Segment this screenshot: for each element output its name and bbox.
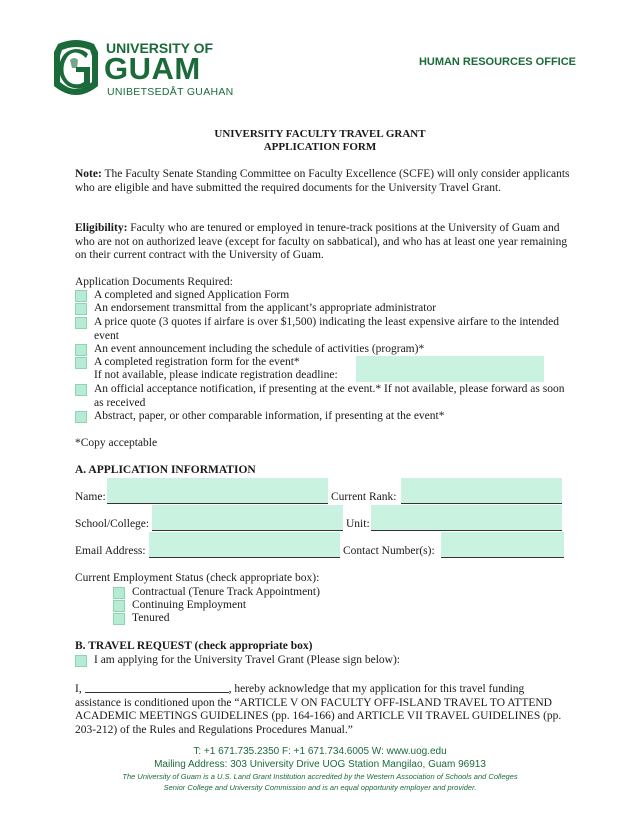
employment-option-label: Tenured	[132, 612, 170, 624]
footer-accreditation: The University of Guam is a U.S. Land Grant Institution accredited by the Western Association of Schools and Colleges	[122, 772, 518, 781]
doc-item-label: An event announcement including the schedule of activities (program)*	[94, 343, 425, 355]
doc-checkbox[interactable]	[75, 384, 87, 396]
doc-checkbox[interactable]	[75, 411, 87, 423]
employment-option-label: Contractual (Tenure Track Appointment)	[132, 586, 320, 598]
logo-text-guam: GUAM	[104, 51, 201, 86]
acknowledgement-paragraph	[75, 681, 570, 737]
note-label: Note:	[75, 168, 102, 180]
footer-commission: Senior College and University Commission and is an equal opportunity employer and provider.	[163, 783, 477, 792]
logo-text-unibetsedat: UNIBETSEDÅT GUAHAN	[107, 86, 234, 98]
employment-option-label: Continuing Employment	[132, 599, 247, 611]
contact-label: Contact Number(s):	[343, 545, 435, 557]
eligibility-paragraph	[75, 222, 570, 263]
travel-option-label: I am applying for the University Travel Grant (Please sign below):	[94, 654, 400, 666]
doc-checkbox[interactable]	[75, 357, 87, 369]
eligibility-text: Faculty who are tenured or employed in tenure-track positions at the University of Guam and who are not on authorized leave (except for faculty on sabbatical), and who has at least one year remaining on their current contract with the University of Guam.	[75, 222, 568, 261]
copy-note: *Copy acceptable	[75, 437, 158, 449]
university-logo-icon	[50, 38, 102, 100]
rank-underline	[401, 503, 562, 504]
doc-item-label: A price quote (3 quotes if airfare is over $1,500) indicating the least expensive airfare to the intended event	[94, 316, 559, 342]
footer-address: Mailing Address: 303 University Drive UOG Station Mangilao, Guam 96913	[154, 759, 486, 770]
footer-contact: T: +1 671.735.2350 F: +1 671.734.6005 W: www.uog.edu	[193, 746, 447, 757]
eligibility-label: Eligibility:	[75, 222, 128, 234]
unit-label: Unit:	[346, 518, 370, 530]
contact-underline	[441, 557, 564, 558]
office-name: HUMAN RESOURCES OFFICE	[418, 56, 576, 68]
rank-label: Current Rank:	[331, 491, 397, 503]
note-paragraph	[75, 168, 570, 195]
school-field[interactable]	[152, 505, 343, 530]
employment-checkbox[interactable]	[113, 613, 125, 625]
reg-deadline-field[interactable]	[356, 356, 544, 382]
name-field[interactable]	[107, 478, 328, 503]
travel-grant-checkbox[interactable]	[75, 655, 87, 667]
employment-heading: Current Employment Status (check appropriate box):	[75, 572, 320, 584]
signature-name-field[interactable]	[85, 681, 229, 693]
ack-text: , hereby acknowledge that my application for this travel funding assistance is conditioned upon the “ARTICLE V ON FACULTY OFF-ISLAND TRAVEL TO ATTEND ACADEMIC MEETINGS GUIDELINES (pp. 164-166) and ARTICLE VII TRAVEL GUIDELINES (pp. 203-212) of the Rules and Regulations Procedures Manual.”	[75, 683, 562, 736]
doc-item-label: An endorsement transmittal from the applicant’s appropriate administrator	[94, 302, 437, 314]
email-field[interactable]	[149, 532, 340, 557]
section-b-heading: B. TRAVEL REQUEST (check appropriate box)	[75, 640, 313, 652]
employment-checkbox[interactable]	[113, 600, 125, 612]
doc-checkbox[interactable]	[75, 317, 87, 329]
employment-checkbox[interactable]	[113, 587, 125, 599]
logo-text-university-of: UNIVERSITY OF	[106, 40, 214, 56]
section-a-heading: A. APPLICATION INFORMATION	[75, 464, 256, 476]
doc-checkbox[interactable]	[75, 290, 87, 302]
unit-underline	[371, 530, 562, 531]
unit-field[interactable]	[371, 505, 562, 530]
form-subtitle: APPLICATION FORM	[263, 141, 377, 153]
rank-field[interactable]	[401, 478, 562, 503]
contact-field[interactable]	[441, 532, 564, 557]
doc-item-label: Abstract, paper, or other comparable information, if presenting at the event*	[94, 410, 445, 422]
email-underline	[149, 557, 340, 558]
doc-item-label: An official acceptance notification, if presenting at the event.* If not available, please forward as soon as received	[94, 383, 565, 409]
doc-checkbox[interactable]	[75, 303, 87, 315]
note-text: The Faculty Senate Standing Committee on Faculty Excellence (SCFE) will only consider applicants who are eligible and have submitted the required documents for the University Travel Grant.	[75, 168, 570, 194]
name-label: Name:	[75, 491, 106, 503]
doc-item-label: A completed and signed Application Form	[94, 289, 290, 301]
reg-deadline-label: If not available, please indicate registration deadline:	[94, 369, 338, 381]
school-label: School/College:	[75, 518, 150, 530]
name-underline	[107, 503, 328, 504]
doc-item-label: A completed registration form for the event*	[94, 356, 300, 368]
doc-checkbox[interactable]	[75, 344, 87, 356]
ack-prefix: I,	[75, 683, 85, 695]
email-label: Email Address:	[75, 545, 146, 557]
form-title: UNIVERSITY FACULTY TRAVEL GRANT	[214, 128, 426, 140]
docs-heading: Application Documents Required:	[75, 276, 233, 288]
school-underline	[152, 530, 343, 531]
